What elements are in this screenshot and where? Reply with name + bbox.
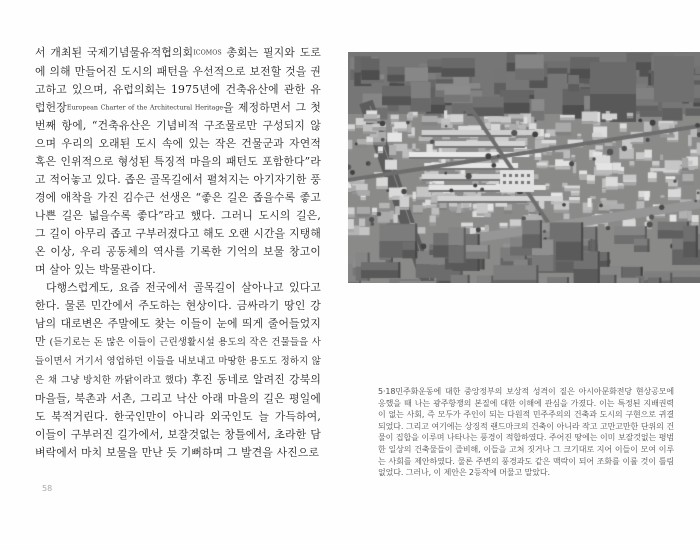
aerial-render-figure [348, 52, 700, 283]
figure-caption: 5·18민주화운동에 대한 중앙정부의 보상적 성격이 짙은 아시아문화전당 현상공모에 응했을 때 나는 광주항쟁의 본질에 대한 이해에 관심을 가졌다. 이는 특정된 지배권력이 없는 사회, 즉 모두가 주인이 되는 다원적 민주주의의 건축과 도시의 구현으로 귀결되었다. 그리고 여기에는 상징적 랜드마크의 건축이 아니라 작고 고만고만한 단위의 건물이 집합을 이루며 나타나는 풍경이 적합하였다. 주어진 땅에는 이미 보잘것없는 평범한 일상의 건축물들이 즐비해, 이들을 고쳐 짓거나 그 크기대로 지어 이들이 모여 이루는 사회를 제안하였다. 물론 주변의 풍경과도 같은 맥락이 되어 조화를 이룰 것이 틀림없었다. 그러나, 이 제안은 2등작에 머물고 말았다. [378, 387, 674, 478]
figure-aerial-render [348, 52, 700, 283]
paragraph: 서 개최된 국제기념물유적협의회ICOMOS 총회는 필지와 도로에 의해 만들어진 도시의 패턴을 우선적으로 보전할 것을 권고하고 있으며, 유럽의회는 1975년에 건축유산에 관한 유럽헌장European Charter of the Architectural Heritage을 제정하면서 그 첫 번째 항에, “건축유산은 기념비적 구조물로만 구성되지 않으며 우리의 오래된 도시 속에 있는 작은 건물군과 자연적 혹은 인위적으로 형성된 특징적 마을의 패턴도 포함한다”라고 적어놓고 있다. 좁은 골목길에서 펼쳐지는 아기자기한 풍경에 애착을 가진 김수근 선생은 “좋은 길은 좁을수록 좋고 나쁜 길은 넓을수록 좋다”라고 했다. 그러니 도시의 길은, 그 길이 아무리 좁고 구부러졌다고 해도 오랜 시간을 지탱해온 이상, 우리 공동체의 역사를 기록한 기억의 보물 창고이며 살아 있는 박물관이다. [35, 46, 321, 276]
paragraph: 다행스럽게도, 요즘 전국에서 골목길이 살아나고 있다고 한다. 물론 민간에서 주도하는 현상이다. 금싸라기 땅인 강남의 대로변은 주말에도 찾는 이들이 눈에 띄게 줄어들었지만 (듣기로는 돈 많은 이들이 근린생활시설 용도의 작은 건물들을 사들이면서 거기서 영업하던 이들을 내보내고 마땅한 용도도 정하지 않은 채 그냥 방치한 까닭이라고 했다) 후진 동네로 알려진 강북의 마을들, 북촌과 서촌, 그리고 낙산 아래 마을의 길은 평일에도 북적거린다. 한국인만이 아니라 외국인도 늘 가득하여, 이들이 구부러진 길가에서, 보잘것없는 창틀에서, 초라한 담벼락에서 마치 보물을 만난 듯 기뻐하며 그 발견을 사진으로 [35, 281, 322, 459]
body-text [35, 44, 321, 462]
page-number: 58 [42, 484, 53, 493]
